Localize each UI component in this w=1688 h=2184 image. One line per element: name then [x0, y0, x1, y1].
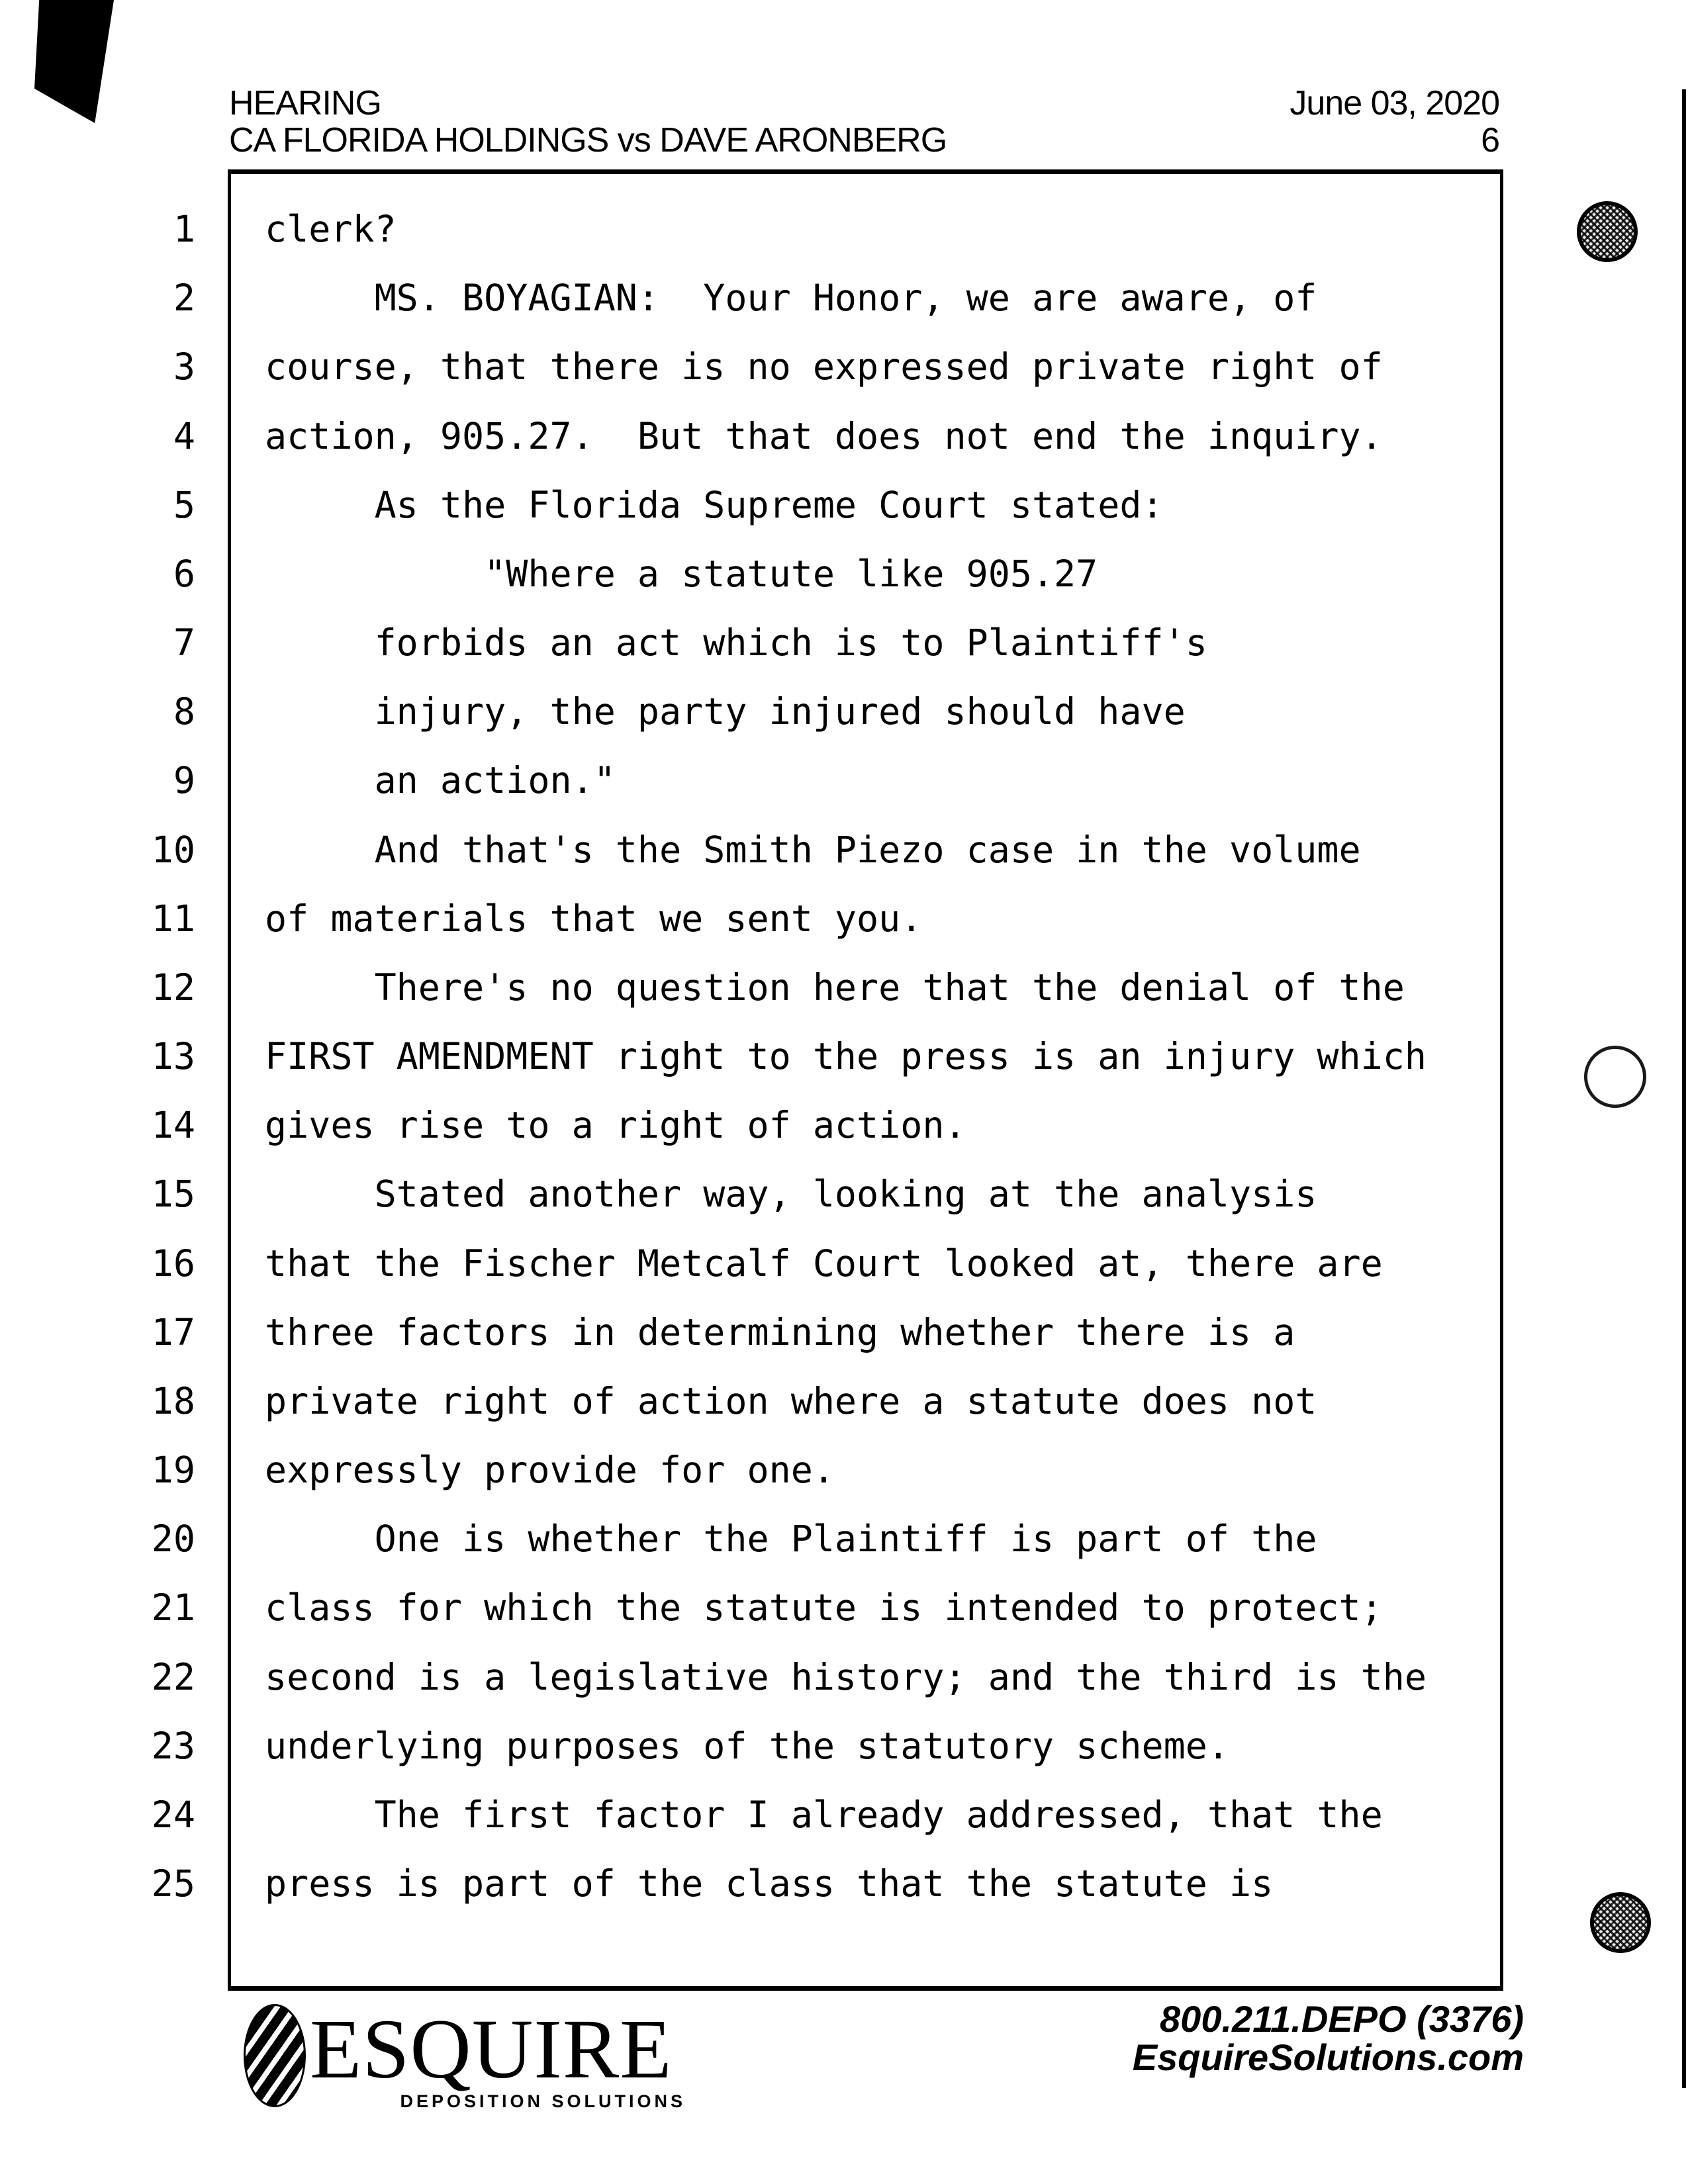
line-number: 6	[173, 553, 195, 595]
transcript-line	[0, 206, 1688, 252]
line-number: 17	[151, 1311, 195, 1353]
line-text: MS. BOYAGIAN: Your Honor, we are aware, of	[265, 277, 1317, 319]
line-text: As the Florida Supreme Court stated:	[265, 484, 1164, 526]
line-number: 23	[151, 1725, 195, 1767]
transcript-line	[0, 1309, 1688, 1355]
line-text: One is whether the Plaintiff is part of the	[265, 1518, 1317, 1560]
case-title: CA FLORIDA HOLDINGS vs DAVE ARONBERG	[229, 121, 947, 159]
line-text: three factors in determining whether there is a	[265, 1311, 1295, 1353]
line-text: gives rise to a right of action.	[265, 1104, 966, 1146]
transcript-line	[0, 827, 1688, 873]
transcript-line	[0, 482, 1688, 528]
footer-website: EsquireSolutions.com	[1132, 2036, 1524, 2078]
line-number: 14	[151, 1104, 195, 1146]
line-number: 3	[173, 345, 195, 388]
line-number: 5	[173, 484, 195, 526]
transcript-line	[0, 275, 1688, 321]
esquire-logo-text: ESQUIRE	[310, 2002, 673, 2096]
line-number: 15	[151, 1173, 195, 1215]
line-text: Stated another way, looking at the analysis	[265, 1173, 1317, 1215]
transcript-line	[0, 1860, 1688, 1907]
transcript-line	[0, 964, 1688, 1011]
transcript-line	[0, 1516, 1688, 1562]
transcript-line	[0, 895, 1688, 942]
line-text: clerk?	[265, 208, 397, 250]
page-number: 6	[1481, 121, 1499, 159]
line-text: There's no question here that the denial of the	[265, 966, 1405, 1009]
esquire-logo-subtext: DEPOSITION SOLUTIONS	[400, 2091, 686, 2111]
hole-punch-mark-middle	[1584, 1046, 1646, 1108]
transcript-line	[0, 619, 1688, 666]
line-text: underlying purposes of the statutory scheme.	[265, 1725, 1229, 1767]
transcript-line	[0, 1584, 1688, 1631]
line-number: 19	[151, 1449, 195, 1491]
line-number: 2	[173, 277, 195, 319]
footer-contact	[1133, 2000, 1524, 2077]
transcript-line	[0, 1723, 1688, 1769]
transcript-line	[0, 343, 1688, 390]
line-number: 22	[151, 1656, 195, 1698]
line-text: action, 905.27. But that does not end the inquiry.	[265, 415, 1383, 457]
transcript-line	[0, 1240, 1688, 1287]
transcript-line	[0, 1171, 1688, 1217]
line-text: FIRST AMENDMENT right to the press is an injury which	[265, 1035, 1427, 1077]
line-text: injury, the party injured should have	[265, 690, 1186, 733]
line-text: expressly provide for one.	[265, 1449, 835, 1491]
transcript-line	[0, 1033, 1688, 1079]
line-number: 7	[173, 621, 195, 664]
esquire-globe-icon	[244, 2004, 306, 2107]
transcript-line	[0, 757, 1688, 803]
line-number: 1	[173, 208, 195, 250]
line-number: 25	[151, 1862, 195, 1905]
line-number: 4	[173, 415, 195, 457]
line-number: 16	[151, 1242, 195, 1285]
transcript-line	[0, 551, 1688, 597]
line-number: 18	[151, 1380, 195, 1422]
line-text: private right of action where a statute does not	[265, 1380, 1317, 1422]
line-text: press is part of the class that the statute is	[265, 1862, 1274, 1905]
line-number: 13	[151, 1035, 195, 1077]
transcript-line	[0, 688, 1688, 735]
hole-punch-mark-bottom	[1590, 1892, 1651, 1953]
line-text: The first factor I already addressed, that the	[265, 1794, 1383, 1836]
line-text: an action."	[265, 759, 616, 801]
line-number: 10	[151, 829, 195, 871]
transcript-line	[0, 1447, 1688, 1493]
line-number: 8	[173, 690, 195, 733]
line-text: second is a legislative history; and the third is the	[265, 1656, 1427, 1698]
line-text: course, that there is no expressed private right of	[265, 345, 1383, 388]
transcript-line	[0, 1792, 1688, 1838]
line-number: 12	[151, 966, 195, 1009]
line-text: of materials that we sent you.	[265, 897, 923, 940]
transcript-line	[0, 413, 1688, 459]
hearing-label: HEARING	[229, 84, 381, 122]
transcript-line	[0, 1102, 1688, 1148]
line-text: And that's the Smith Piezo case in the volume	[265, 829, 1361, 871]
transcript-line	[0, 1654, 1688, 1700]
line-text: "Where a statute like 905.27	[265, 553, 1098, 595]
hole-punch-mark-top	[1577, 201, 1638, 262]
transcript-line	[0, 1378, 1688, 1424]
hearing-date: June 03, 2020	[1289, 84, 1499, 122]
footer-phone: 800.211.DEPO (3376)	[1160, 1998, 1524, 2040]
line-text: forbids an act which is to Plaintiff's	[265, 621, 1207, 664]
line-number: 11	[151, 897, 195, 940]
line-number: 9	[173, 759, 195, 801]
line-number: 20	[151, 1518, 195, 1560]
line-number: 21	[151, 1586, 195, 1629]
line-number: 24	[151, 1794, 195, 1836]
line-text: class for which the statute is intended to protect;	[265, 1586, 1383, 1629]
line-text: that the Fischer Metcalf Court looked at, there are	[265, 1242, 1383, 1285]
